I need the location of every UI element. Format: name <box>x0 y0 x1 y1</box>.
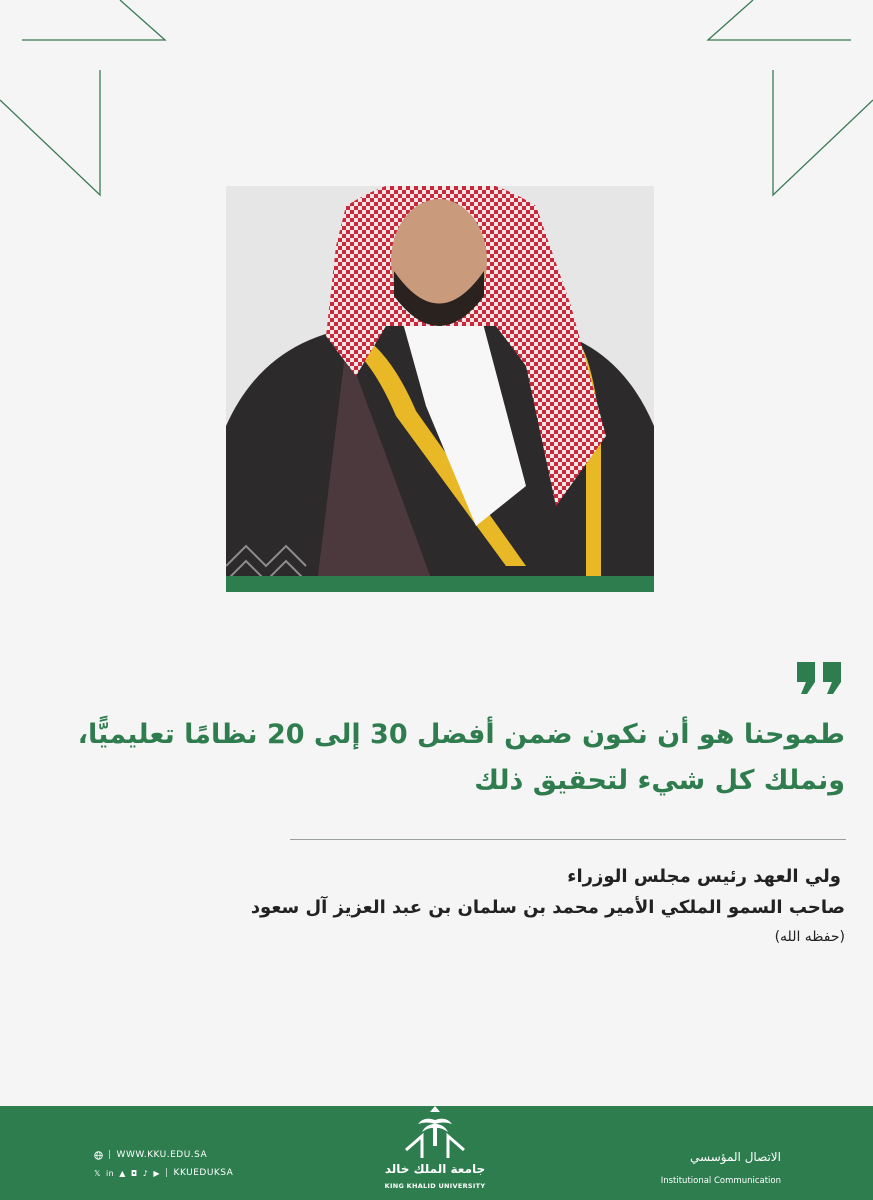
photo-accent-bar <box>226 576 654 592</box>
attribution-title: ولي العهد رئيس مجلس الوزراء <box>567 866 841 887</box>
snapchat-icon[interactable]: ▲ <box>119 1168 126 1178</box>
globe-icon <box>94 1151 103 1160</box>
x-icon[interactable]: 𝕏 <box>94 1168 101 1178</box>
university-logo <box>380 1106 490 1200</box>
footer-contact: | WWW.KKU.EDU.SA 𝕏 in ▲ ◘ ♪ ▶ | KKUEDUKSA <box>94 1150 234 1178</box>
quote-mark-icon <box>797 662 843 694</box>
attribution-name: صاحب السمو الملكي الأمير محمد بن سلمان بن عبد العزيز آل سعود <box>250 897 845 918</box>
social-handle[interactable]: KKUEDUKSA <box>173 1168 234 1178</box>
palm-logo-icon <box>400 1106 470 1162</box>
divider <box>290 839 846 840</box>
department-english: Institutional Communication <box>660 1176 781 1186</box>
attribution-honorific: (حفظه الله) <box>774 929 845 945</box>
logo-english-name: KING KHALID UNIVERSITY <box>384 1182 486 1190</box>
linkedin-icon[interactable]: in <box>105 1168 115 1178</box>
quote-line-1: طموحنا هو أن نكون ضمن أفضل 30 إلى 20 نظامًا تعليميًّا، <box>77 719 845 750</box>
website-link[interactable]: WWW.KKU.EDU.SA <box>116 1150 208 1160</box>
attribution <box>205 862 845 950</box>
footer-bar <box>0 1106 873 1200</box>
department-arabic: الاتصال المؤسسي <box>689 1150 781 1164</box>
instagram-icon[interactable]: ◘ <box>130 1168 138 1178</box>
department-label <box>661 1148 781 1190</box>
portrait-photo <box>226 186 654 592</box>
quote-text <box>77 712 845 804</box>
quote-line-2: ونملك كل شيء لتحقيق ذلك <box>474 765 845 796</box>
logo-arabic-name: جامعة الملك خالد <box>384 1162 486 1176</box>
tiktok-icon[interactable]: ♪ <box>142 1168 149 1178</box>
youtube-icon[interactable]: ▶ <box>153 1168 160 1178</box>
